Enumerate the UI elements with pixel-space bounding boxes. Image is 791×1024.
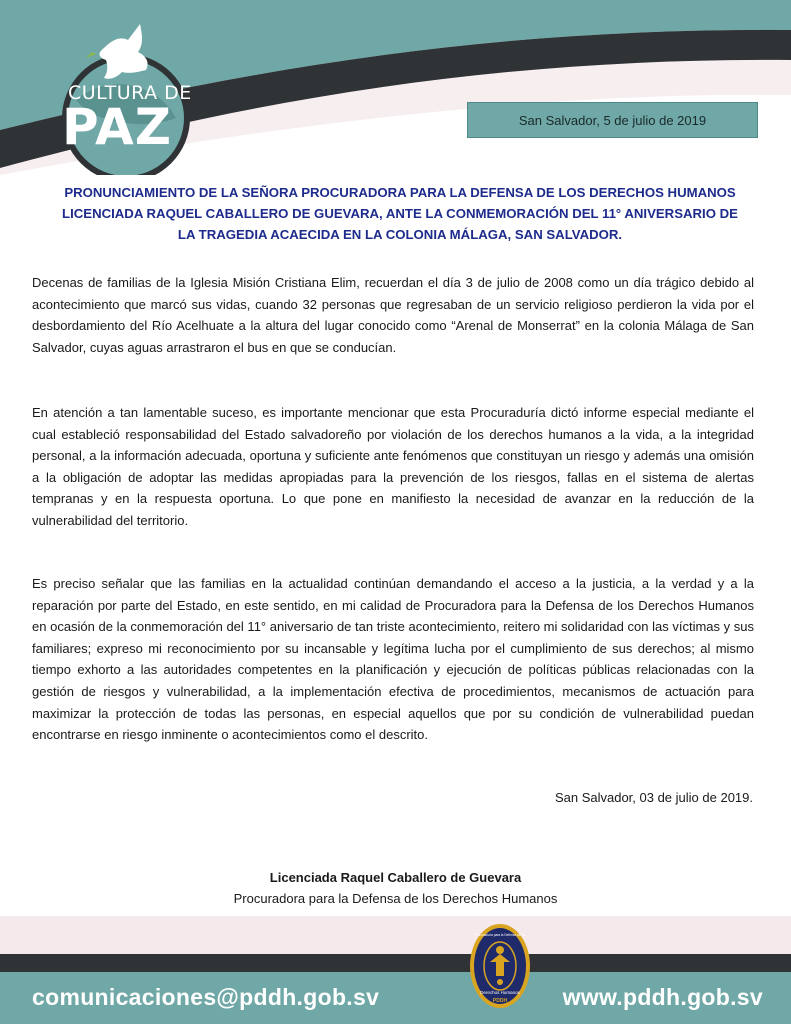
- footer-dark-band: [0, 954, 791, 972]
- signatory-name: Licenciada Raquel Caballero de Guevara: [269, 870, 522, 885]
- closing-date: San Salvador, 03 de julio de 2019.: [554, 790, 753, 805]
- logo-text-cultura: CULTURA DE: [68, 82, 192, 104]
- signatory-role: Procuradora para la Defensa de los Derechos Humanos: [233, 891, 558, 906]
- title-line-1: PRONUNCIAMIENTO DE LA SEÑORA PROCURADORA PARA LA DEFENSA DE LOS DERECHOS HUMANOS: [64, 185, 736, 200]
- seal-abbr: PDDH: [492, 998, 508, 1004]
- logo-text-paz: PAZ: [62, 98, 173, 156]
- signature-block: [0, 867, 791, 909]
- footer-website-link[interactable]: www.pddh.gob.sv: [562, 984, 763, 1010]
- seal-ring-text: Procuraduría para la Defensa de los: [474, 933, 526, 937]
- footer-email-link[interactable]: comunicaciones@pddh.gob.sv: [32, 984, 380, 1010]
- seal-label: Derechos Humanos: [480, 990, 520, 995]
- pddh-seal-icon: [468, 922, 532, 1010]
- header-date: San Salvador, 5 de julio de 2019: [518, 112, 707, 128]
- header-date-box: [467, 102, 758, 138]
- paragraph-2: En atención a tan lamentable suceso, es importante mencionar que esta Procuraduría dictó informe especial mediante el cual estableció responsabilidad del Estado salvadoreño por violación de los derechos humanos a la vida, a la integridad personal, a la información adecuada, oportuna y suficiente ante fenómenos que constituyan un riesgo y además una omisión a la obligación de adoptar las medidas apropiadas para la prevención de los riesgos, fallas en el sistema de alertas tempranas y en la respuesta oportuna. Lo que pone en manifiesto la necesidad de avanzar en la reducción de la vulnerabilidad del territorio.: [32, 405, 754, 528]
- title-line-2: LICENCIADA RAQUEL CABALLERO DE GUEVARA, ANTE LA CONMEMORACIÓN DEL 11° ANIVERSARIO DE: [62, 206, 738, 221]
- footer-pink-band: [0, 916, 791, 954]
- document-title: [60, 182, 740, 245]
- paragraph-1: Decenas de familias de la Iglesia Misión Cristiana Elim, recuerdan el día 3 de julio de 2008 como un día trágico debido al acontecimiento que marcó sus vidas, cuando 32 personas que regresaban de un servicio religioso perdieron la vida por el desbordamiento del Río Acelhuate a la altura del lugar conocido como “Arenal de Monserrat” en la colonia Málaga de San Salvador, cuyas aguas arrastraron el bus en que se conducían.: [32, 275, 754, 355]
- paragraph-3: Es preciso señalar que las familias en la actualidad continúan demandando el acceso a la justicia, a la verdad y a la reparación por parte del Estado, en este sentido, en mi calidad de Procuradora para la Defensa de los Derechos Humanos en ocasión de la conmemoración del 11° aniversario de tan triste acontecimiento, reitero mi solidaridad con las víctimas y sus familiares; expreso mi reconocimiento por su incansable y legítima lucha por el cumplimiento de sus derechos; al mismo tiempo exhorto a las autoridades competentes en la planificación y ejecución de políticas públicas relacionadas con la gestión de riesgos y vulnerabilidad, a la implementación efectiva de procedimientos, mecanismos de actuación para maximizar la protección de todas las personas, en especial aquellos que por su condición de vulnerabilidad puedan encontrarse en riesgo inminente o acontecimientos como el descrito.: [32, 576, 754, 743]
- title-line-3: LA TRAGEDIA ACAECIDA EN LA COLONIA MÁLAGA, SAN SALVADOR.: [177, 227, 623, 242]
